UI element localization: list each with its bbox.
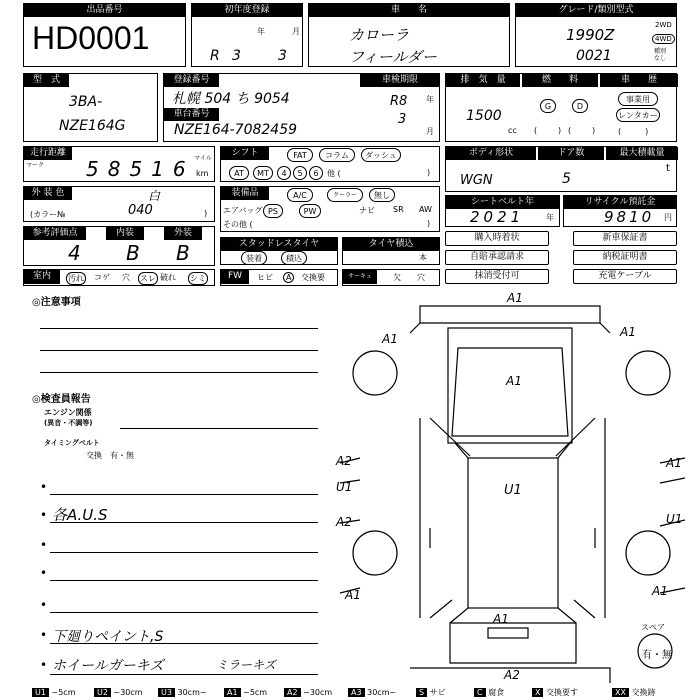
equip-pw: PW bbox=[299, 204, 321, 218]
reg-box bbox=[163, 73, 440, 142]
shift-other-close: ) bbox=[427, 168, 431, 177]
legend-key-c: C bbox=[474, 688, 486, 697]
trunk bbox=[450, 623, 576, 663]
shift-5: 5 bbox=[293, 166, 307, 180]
services-grid bbox=[445, 231, 677, 285]
equip-cooler: クーラー bbox=[327, 188, 363, 202]
history-other: ( ) bbox=[618, 127, 649, 136]
mark-left-a2-bot: A2 bbox=[336, 515, 352, 529]
color-code-label: (カラー№ bbox=[30, 210, 66, 219]
legend-key-xx: XX bbox=[612, 688, 629, 697]
equip-none: 無し bbox=[369, 188, 395, 202]
equip-other: その他 ( bbox=[223, 220, 253, 229]
legend-val-a2: ~30cm bbox=[303, 688, 333, 697]
displacement-label: 排 気 量 bbox=[446, 74, 520, 87]
doors-value: 5 bbox=[562, 171, 571, 187]
shift-at: AT bbox=[229, 166, 249, 180]
mark-label: マーク bbox=[26, 162, 45, 169]
studless-box bbox=[220, 237, 338, 265]
interior-value: B bbox=[126, 241, 140, 265]
fuel-paren-close1: ) bbox=[558, 126, 562, 135]
equip-navi: ナビ bbox=[359, 206, 375, 215]
mark-rear-inner: A1 bbox=[493, 612, 509, 626]
exterior-label: 外装 bbox=[164, 227, 202, 240]
timing-sub: 交換 有・無 bbox=[86, 451, 134, 460]
car-name-label: 車 名 bbox=[309, 4, 509, 17]
mark-left-u1: U1 bbox=[336, 480, 353, 494]
recycle-unit: 円 bbox=[664, 213, 672, 222]
mark-right-u1: U1 bbox=[666, 512, 683, 526]
wheel-front-right bbox=[626, 351, 670, 395]
mark-roof: U1 bbox=[504, 483, 522, 498]
score-label: 参考評価点 bbox=[24, 227, 86, 240]
fw-label: FW bbox=[221, 270, 249, 284]
wheel-rear-left bbox=[353, 531, 397, 575]
body-type-value: WGN bbox=[460, 173, 493, 188]
model-box bbox=[23, 73, 158, 142]
mark-top: A1 bbox=[507, 291, 523, 305]
shift-label: シフト bbox=[221, 147, 269, 160]
mark-rear: A2 bbox=[504, 668, 520, 682]
color-code: 040 bbox=[128, 203, 153, 218]
legend-key-a1: A1 bbox=[224, 688, 241, 697]
bullet-3: • bbox=[40, 538, 48, 552]
doors-label: ドア数 bbox=[538, 147, 604, 160]
first-reg-year: 3 bbox=[232, 48, 241, 64]
report-line-4: ミラーキズ bbox=[216, 658, 276, 672]
displacement-value: 1500 bbox=[466, 108, 502, 124]
shift-dash: ダッシュ bbox=[361, 148, 401, 162]
legend-key-s: S bbox=[416, 688, 427, 697]
score-value: 4 bbox=[68, 241, 81, 265]
wheel-front-left bbox=[353, 351, 397, 395]
airbag-label: エアバッグ bbox=[223, 206, 263, 215]
spare-options: 有・無 bbox=[642, 650, 672, 661]
service-purchase: 購入時着状 bbox=[445, 231, 549, 246]
exterior-value: B bbox=[176, 241, 190, 265]
month-label: 月 bbox=[292, 27, 300, 36]
first-reg-era: R bbox=[210, 48, 220, 64]
front-bumper bbox=[420, 306, 600, 323]
grade-value1: 1990Z bbox=[566, 26, 615, 44]
mark-front-right: A1 bbox=[620, 325, 636, 339]
shift-box bbox=[220, 146, 440, 182]
grade-value2: 0021 bbox=[576, 48, 612, 64]
tire-box bbox=[342, 237, 440, 265]
mark-front-left: A1 bbox=[382, 332, 398, 346]
service-warranty: 新車保証書 bbox=[573, 231, 677, 246]
capacity-label: 最大積載量 bbox=[606, 147, 678, 160]
spec-box bbox=[445, 73, 677, 142]
service-charger: 充電ケーブル bbox=[573, 269, 677, 284]
history-rental: レンタカー bbox=[616, 108, 660, 122]
bullet-7: • bbox=[40, 658, 48, 672]
model-line1: 3BA- bbox=[69, 94, 103, 110]
mileage-unit-km: km bbox=[196, 169, 209, 178]
first-reg-label: 初年度登録 bbox=[192, 4, 302, 17]
sunroof-label: サーキュ bbox=[343, 270, 377, 284]
grade-label: グレード/類別型式 bbox=[516, 4, 676, 17]
car-name-line1: カローラ bbox=[349, 26, 410, 44]
model-line2: NZE164G bbox=[59, 118, 126, 134]
history-label: 車 歴 bbox=[600, 74, 678, 87]
shift-mt: MT bbox=[253, 166, 273, 180]
seatbelt-label: シートベルト年 bbox=[446, 196, 559, 209]
recycle-value: 9810 bbox=[604, 208, 655, 226]
legend-val-xx: 交換跡 bbox=[631, 688, 656, 697]
reg-label: 登録番号 bbox=[164, 74, 219, 87]
interior-cond-label: 室内 bbox=[24, 270, 60, 284]
mileage-value: 58516 bbox=[86, 157, 195, 181]
fuel-g: G bbox=[540, 99, 556, 113]
mileage-unit-mile: マイル bbox=[194, 155, 212, 162]
sunroof-box bbox=[342, 269, 440, 286]
studless-installed: 装着 bbox=[241, 251, 267, 265]
displacement-unit: cc bbox=[508, 126, 517, 135]
shift-4: 4 bbox=[277, 166, 291, 180]
report-line-2: 下廻りペイント,S bbox=[52, 629, 164, 645]
inspection-label: 車検期限 bbox=[360, 74, 440, 87]
fuel-paren-close2: ) bbox=[592, 126, 596, 135]
legend-val-s: サビ bbox=[429, 688, 446, 697]
wheel-rear-right bbox=[626, 531, 670, 575]
lot-box bbox=[23, 3, 186, 67]
car-name-line2: フィールダー bbox=[349, 48, 437, 66]
fuel-paren-open1: ( bbox=[534, 126, 538, 135]
mileage-box bbox=[23, 146, 215, 182]
fuel-d: D bbox=[572, 99, 588, 113]
engine-sub: (異音・不調等) bbox=[44, 419, 93, 427]
color-code-close: ) bbox=[204, 209, 208, 218]
reg-value: 札幌 504 ち 9054 bbox=[172, 91, 290, 107]
bullet-2: • bbox=[40, 508, 48, 522]
score-box bbox=[23, 226, 215, 266]
opt-4wd: 4WD bbox=[652, 34, 675, 44]
legend-key-a3: A3 bbox=[348, 688, 365, 697]
cond-hole: 穴 bbox=[122, 273, 130, 282]
sunroof-missing: 欠 bbox=[393, 273, 401, 282]
first-reg-month: 3 bbox=[278, 48, 287, 64]
sunroof-hole: 穴 bbox=[417, 273, 425, 282]
inspection-month-label: 月 bbox=[426, 127, 434, 136]
mark-left-a2-top: A2 bbox=[336, 454, 352, 468]
chassis-value: NZE164-7082459 bbox=[174, 122, 298, 138]
report-title: ◎検査員報告 bbox=[32, 394, 91, 405]
color-value: 白 bbox=[148, 189, 161, 203]
inspection-value: R8 bbox=[390, 94, 408, 109]
spare-label: スペア bbox=[641, 623, 665, 632]
fuel-label: 燃 料 bbox=[522, 74, 598, 87]
legend-key-u2: U2 bbox=[94, 688, 111, 697]
studless-loaded: 積込 bbox=[281, 251, 307, 265]
legend-key-a2: A2 bbox=[284, 688, 301, 697]
car-name-box bbox=[308, 3, 510, 67]
interior-label: 内装 bbox=[106, 227, 144, 240]
bullet-5: • bbox=[40, 598, 48, 612]
mark-hood: A1 bbox=[506, 374, 522, 388]
color-box bbox=[23, 186, 215, 222]
legend-val-u1: ~5cm bbox=[51, 688, 76, 697]
capacity-unit: t bbox=[666, 163, 670, 174]
equip-aw: AW bbox=[419, 205, 432, 214]
cond-burn: コゲ bbox=[94, 273, 110, 282]
shift-fat: FAT bbox=[287, 148, 313, 162]
seatbelt-unit: 年 bbox=[546, 213, 554, 222]
lot-number: HD0001 bbox=[32, 20, 150, 56]
mark-left-a1-bot: A1 bbox=[345, 588, 361, 602]
fw-a: A bbox=[283, 272, 294, 283]
roof bbox=[468, 458, 558, 608]
studless-label: スタッドレスタイヤ bbox=[221, 238, 337, 251]
tire-unit: 本 bbox=[419, 253, 427, 262]
body-type-label: ボディ形状 bbox=[446, 147, 536, 160]
mark-right-a1-bot: A1 bbox=[652, 584, 668, 598]
tire-label: タイヤ積込 bbox=[343, 238, 439, 251]
recycle-box bbox=[563, 195, 677, 227]
fw-box bbox=[220, 269, 338, 286]
legend-key-x: X bbox=[532, 688, 543, 697]
service-cancel: 抹消受付可 bbox=[445, 269, 549, 284]
seatbelt-value: 2021 bbox=[470, 208, 525, 226]
legend-val-u2: ~30cm bbox=[113, 688, 143, 697]
model-label: 型 式 bbox=[24, 74, 69, 87]
lot-label: 出品番号 bbox=[24, 4, 185, 17]
interior-cond-box bbox=[23, 269, 215, 286]
color-label: 外 装 色 bbox=[24, 187, 72, 200]
legend-val-x: 交換要す bbox=[546, 688, 579, 697]
recycle-label: リサイクル預託金 bbox=[564, 196, 676, 209]
cond-dirt: 汚れ bbox=[68, 274, 84, 283]
engine-label: エンジン関係 bbox=[44, 408, 92, 417]
report-line-1: 各A.U.S bbox=[52, 506, 108, 524]
inspection-year-label: 年 bbox=[426, 95, 434, 104]
bullet-4: • bbox=[40, 566, 48, 580]
fuel-paren-open2: ( bbox=[568, 126, 572, 135]
cond-scuff: スレ bbox=[140, 274, 156, 283]
equip-sr: SR bbox=[393, 205, 404, 214]
chassis-label: 車台番号 bbox=[164, 108, 219, 121]
mileage-label: 走行距離 bbox=[24, 147, 72, 160]
service-tax: 納税証明書 bbox=[573, 250, 677, 265]
legend-val-a1: ~5cm bbox=[243, 688, 268, 697]
legend-val-a3: 30cm~ bbox=[367, 688, 397, 697]
timing-label: タイミングベルト bbox=[44, 439, 100, 447]
legend-val-c: 腐食 bbox=[488, 688, 505, 697]
legend-key-u3: U3 bbox=[158, 688, 175, 697]
shift-other: 他 ( bbox=[327, 169, 341, 178]
fw-replace: 交換要 bbox=[301, 273, 325, 282]
body-box bbox=[445, 146, 677, 192]
seatbelt-box bbox=[445, 195, 560, 227]
equipment-label: 装備品 bbox=[221, 187, 269, 200]
legend-bar bbox=[32, 686, 700, 700]
shift-6: 6 bbox=[309, 166, 323, 180]
fw-crack: ヒビ bbox=[257, 273, 273, 282]
equip-ps: PS bbox=[263, 204, 283, 218]
equipment-box bbox=[220, 186, 440, 232]
cond-stain: シミ bbox=[190, 274, 206, 283]
history-business: 事業用 bbox=[618, 92, 658, 106]
cond-tear: 破れ bbox=[160, 273, 176, 282]
opt-none: 種別なし bbox=[654, 48, 667, 62]
notes-title: ◎注意事項 bbox=[32, 297, 81, 308]
grade-box bbox=[515, 3, 677, 67]
bullet-1: • bbox=[40, 480, 48, 494]
opt-2wd: 2WD bbox=[655, 21, 672, 29]
equip-other-close: ) bbox=[427, 219, 431, 228]
equip-ac-circled: A/C bbox=[287, 188, 313, 202]
report-line-3: ホイールガーキズ bbox=[52, 658, 164, 674]
bullet-6: • bbox=[40, 628, 48, 642]
shift-column: コラム bbox=[319, 148, 355, 162]
first-reg-box bbox=[191, 3, 303, 67]
service-liability: 自賠承認請求 bbox=[445, 250, 549, 265]
mark-right-a1: A1 bbox=[666, 456, 682, 470]
legend-key-u1: U1 bbox=[32, 688, 49, 697]
legend-val-u3: 30cm~ bbox=[177, 688, 207, 697]
year-label: 年 bbox=[257, 27, 265, 36]
inspection-sub: 3 bbox=[398, 112, 407, 127]
